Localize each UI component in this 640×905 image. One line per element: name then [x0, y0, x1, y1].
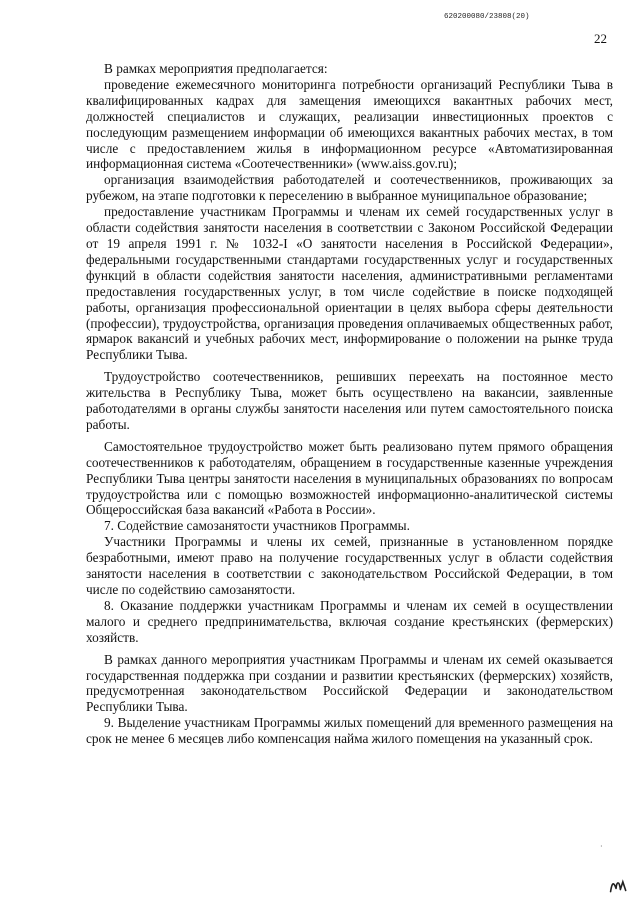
paragraph: организация взаимодействия работодателей и соотечественников, проживающих за рубежом, на этапе подготовки к переселению в выбранное муниципальное образование; [86, 172, 613, 204]
paragraph: предоставление участникам Программы и членам их семей государственных услуг в области содействия занятости населения в соответствии с Законом Российской Федерации от 19 апреля 1991 г. № 1032-I «О занятости населения в Российской Федерации», федеральными государственными стандартами государственных услуг и государственных функций в области содействия занятости населения, административными регламентами предоставления государственных услуг, в том числе содействие в поиске подходящей работы, организация профессиональной ориентации в целях выбора сферы деятельности (профессии), трудоустройства, организация проведения оплачиваемых общественных работ, ярмарок вакансий и учебных рабочих мест, информирование о положении на рынке труда Республики Тыва. [86, 204, 613, 363]
paragraph: 8. Оказание поддержки участникам Программы и членам их семей в осуществлении малого и среднего предпринимательства, включая создание крестьянских (фермерских) хозяйств. [86, 597, 613, 645]
paragraph: В рамках данного мероприятия участникам Программы и членам их семей оказывается государственная поддержка при создании и развитии крестьянских (фермерских) хозяйств, предусмотренная законодательством Российской Федерации и законодательством Республики Тыва. [86, 651, 613, 715]
paragraph: В рамках мероприятия предполагается: [104, 61, 328, 76]
paragraph: 7. Содействие самозанятости участников Программы. [104, 518, 410, 534]
paragraph: 9. Выделение участникам Программы жилых помещений для временного размещения на срок не менее 6 месяцев либо компенсация найма жилого помещения на указанный срок. [86, 715, 613, 747]
paragraph: Трудоустройство соотечественников, решивших переехать на постоянное место жительства в Республику Тыва, может быть осуществлено на вакансии, заявленные работодателями в органы службы занятости населения или путем самостоятельного поиска работы. [86, 369, 613, 432]
paragraph: Самостоятельное трудоустройство может быть реализовано путем прямого обращения соотечественников к работодателям, обращением в государственные казенные учреждения Республики Тыва центры занятости населения в муниципальных образованиях по вопросам трудоустройства или с помощью возможностей информационно-аналитической системы Общероссийская база вакансий «Работа в России». [86, 438, 613, 518]
paragraph: проведение ежемесячного мониторинга потребности организаций Республики Тыва в квалифицированных кадрах для замещения имеющихся вакантных рабочих мест, должностей специалистов и служащих, реализации инвестиционных проектов с последующим размещением информации об имеющихся вакантных рабочих местах, в том числе с предоставлением жилья в информационном ресурсе «Автоматизированная информационная система «Соотечественники» (www.aiss.gov.ru); [86, 76, 613, 172]
handwritten-page-mark [606, 876, 630, 900]
document-id: 620200080/23808(20) [444, 13, 530, 21]
document-body [86, 61, 613, 747]
page-number: 22 [594, 31, 607, 46]
scan-speck: · [600, 842, 603, 851]
paragraph: Участники Программы и члены их семей, признанные в установленном порядке безработными, имеют право на получение государственных услуг в области содействия занятости населения в соответствии с законодательством Российской Федерации, в том числе по содействию самозанятости. [86, 534, 613, 597]
